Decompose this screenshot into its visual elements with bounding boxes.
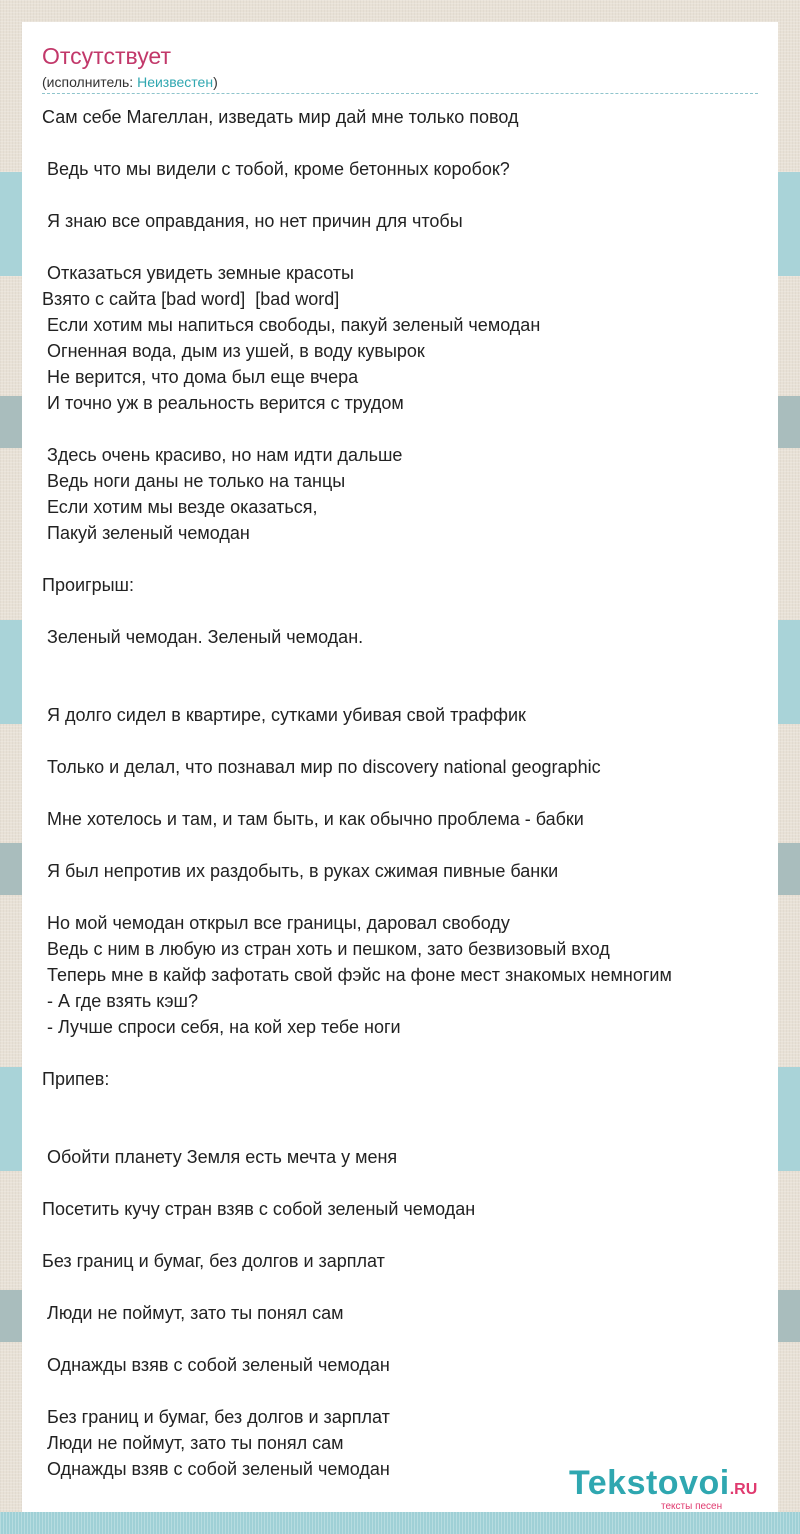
bottom-band — [0, 1512, 800, 1534]
lyric-line — [42, 884, 762, 910]
lyric-line: Теперь мне в кайф зафотать свой фэйс на фоне мест знакомых немногим — [42, 965, 672, 985]
lyric-line — [42, 1092, 762, 1118]
lyric-line: Ведь с ним в любую из стран хоть и пешком, зато безвизовый вход — [42, 939, 610, 959]
lyric-line — [42, 182, 762, 208]
lyric-line: Здесь очень красиво, но нам идти дальше — [42, 445, 403, 465]
lyric-line: Проигрыш: — [42, 575, 134, 595]
lyric-line: - А где взять кэш? — [42, 991, 198, 1011]
song-title: Отсутствует — [42, 43, 171, 69]
lyric-line: И точно уж в реальность верится с трудом — [42, 393, 404, 413]
lyric-line: Мне хотелось и там, и там быть, и как обычно проблема - бабки — [42, 809, 584, 829]
artist-line — [42, 73, 218, 91]
lyric-line: Припев: — [42, 1069, 110, 1089]
artist-prefix: (исполнитель: — [42, 74, 138, 90]
lyric-line — [42, 234, 762, 260]
lyric-line: - Лучше спроси себя, на кой хер тебе ноги — [42, 1017, 401, 1037]
lyric-line: Взято с сайта [bad word] [bad word] — [42, 289, 340, 309]
lyric-line: Люди не поймут, зато ты понял сам — [42, 1303, 344, 1323]
lyric-line — [42, 650, 762, 676]
logo-tld: .RU — [729, 1481, 758, 1498]
lyric-line: Без границ и бумаг, без долгов и зарплат — [42, 1251, 385, 1271]
lyric-line — [42, 130, 762, 156]
lyric-line: Ведь ноги даны не только на танцы — [42, 471, 346, 491]
title-divider — [42, 93, 758, 94]
lyric-line — [42, 1170, 762, 1196]
lyric-line: Огненная вода, дым из ушей, в воду кувырок — [42, 341, 425, 361]
lyric-line: Ведь что мы видели с тобой, кроме бетонных коробок? — [42, 159, 510, 179]
lyric-line — [42, 598, 762, 624]
lyric-line: Пакуй зеленый чемодан — [42, 523, 250, 543]
lyric-line: Только и делал, что познавал мир по discovery national geographic — [42, 757, 601, 777]
artist-link[interactable]: Неизвестен — [137, 74, 214, 90]
lyric-line: Зеленый чемодан. Зеленый чемодан. — [42, 627, 364, 647]
lyric-line — [42, 546, 762, 572]
lyric-line: Если хотим мы напиться свободы, пакуй зеленый чемодан — [42, 315, 541, 335]
lyric-line — [42, 1378, 762, 1404]
lyric-line: Посетить кучу стран взяв с собой зеленый чемодан — [42, 1199, 476, 1219]
lyric-line — [42, 728, 762, 754]
lyric-line — [42, 780, 762, 806]
lyric-line — [42, 1326, 762, 1352]
lyric-line: Обойти планету Земля есть мечта у меня — [42, 1147, 398, 1167]
lyric-line: Я знаю все оправдания, но нет причин для чтобы — [42, 211, 463, 231]
logo-name: Tekstovoi — [569, 1464, 730, 1502]
lyric-line — [42, 1040, 762, 1066]
lyric-line — [42, 1274, 762, 1300]
lyric-line: Если хотим мы везде оказаться, — [42, 497, 318, 517]
lyric-line — [42, 416, 762, 442]
logo-tagline: тексты песен — [661, 1501, 723, 1512]
lyric-line: Не верится, что дома был еще вчера — [42, 367, 359, 387]
site-logo[interactable] — [569, 1464, 758, 1512]
artist-suffix: ) — [213, 74, 218, 90]
lyric-line — [42, 676, 762, 702]
lyric-line — [42, 1222, 762, 1248]
lyric-line — [42, 832, 762, 858]
lyric-line: Без границ и бумаг, без долгов и зарплат — [42, 1407, 390, 1427]
lyric-line: Сам себе Магеллан, изведать мир дай мне только повод — [42, 107, 519, 127]
lyrics-text — [42, 104, 762, 1482]
lyric-line — [42, 1118, 762, 1144]
lyric-line: Однажды взяв с собой зеленый чемодан — [42, 1355, 390, 1375]
lyric-line: Я долго сидел в квартире, сутками убивая свой траффик — [42, 705, 526, 725]
lyrics-panel — [22, 22, 778, 1512]
lyric-line: Я был непротив их раздобыть, в руках сжимая пивные банки — [42, 861, 559, 881]
lyric-line: Отказаться увидеть земные красоты — [42, 263, 354, 283]
lyric-line: Люди не поймут, зато ты понял сам — [42, 1433, 344, 1453]
lyric-line: Но мой чемодан открыл все границы, даровал свободу — [42, 913, 510, 933]
lyric-line: Однажды взяв с собой зеленый чемодан — [42, 1459, 390, 1479]
